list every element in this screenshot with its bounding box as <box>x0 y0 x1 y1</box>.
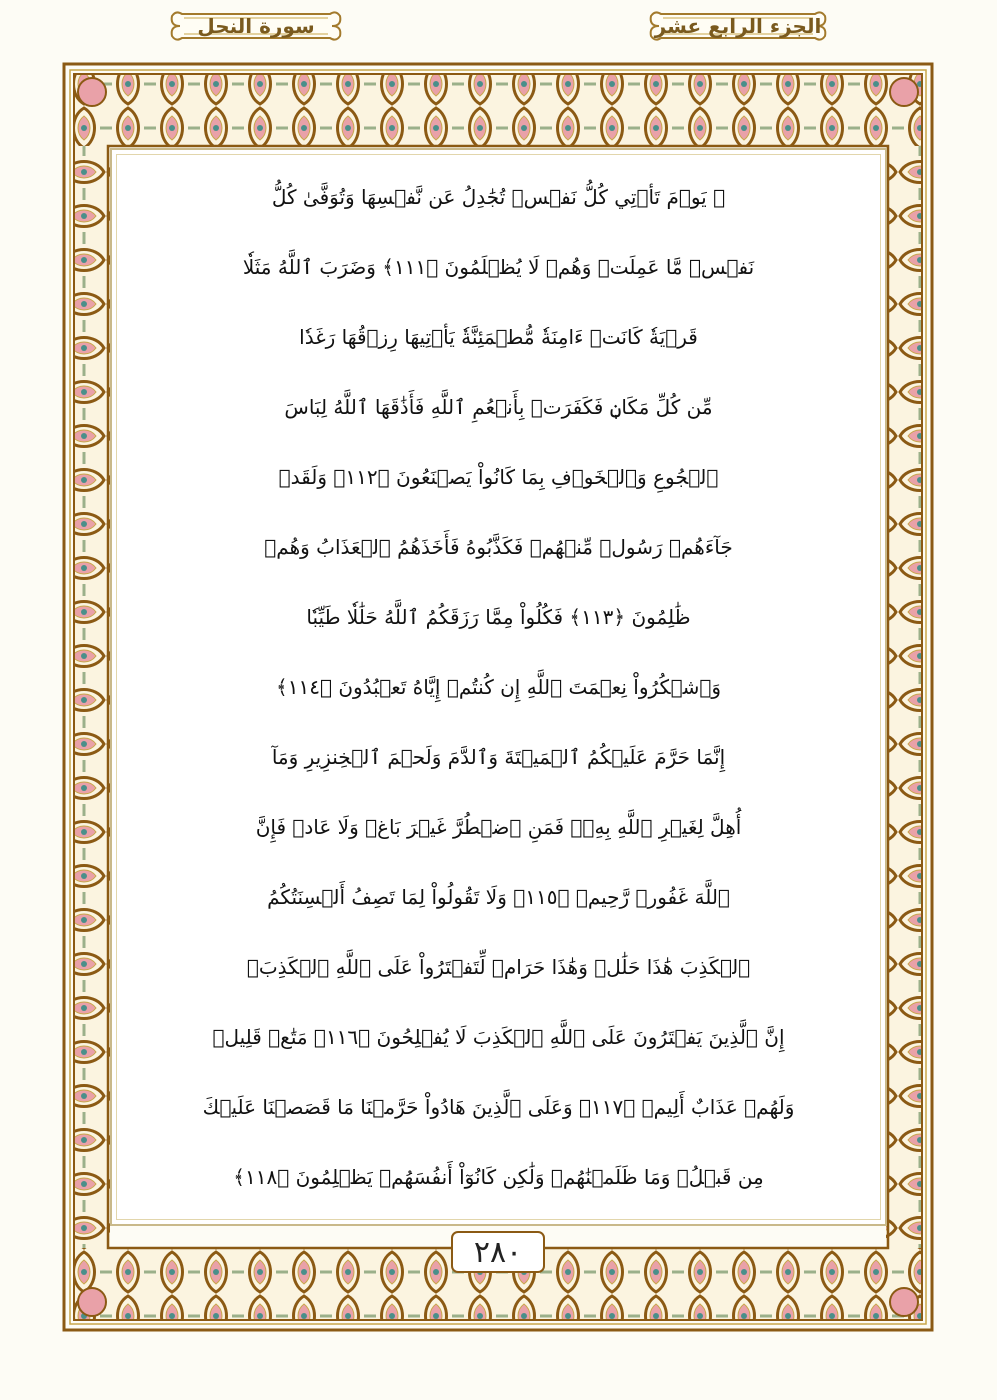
verse-line: وَٱشۡكُرُواْ نِعۡمَتَ ٱللَّهِ إِن كُنتُمۡ إِيَّاهُ تَعۡبُدُونَ ﴿١١٤﴾ <box>276 675 721 699</box>
verse-line: إِنَّ ٱلَّذِينَ يَفۡتَرُونَ عَلَى ٱللَّهِ ٱلۡكَذِبَ لَا يُفۡلِحُونَ ﴿١١٦﴾ مَتَٰعٞ قَلِيلٞ <box>212 1025 785 1049</box>
verse-line: ٱلۡجُوعِ وَٱلۡخَوۡفِ بِمَا كَانُواْ يَصۡنَعُونَ ﴿١١٢﴾ وَلَقَدۡ <box>278 465 719 489</box>
verse-line: إِنَّمَا حَرَّمَ عَلَيۡكُمُ ٱلۡمَيۡتَةَ وَٱلدَّمَ وَلَحۡمَ ٱلۡخِنزِيرِ وَمَآ <box>271 745 726 769</box>
quran-text-panel <box>110 148 887 1226</box>
verse-line: جَآءَهُمۡ رَسُولٞ مِّنۡهُمۡ فَكَذَّبُوهُ فَأَخَذَهُمُ ٱلۡعَذَابُ وَهُمۡ <box>264 535 733 559</box>
juz-name-header <box>645 6 831 46</box>
verse-line: ٱلۡكَذِبَ هَٰذَا حَلَٰلٞ وَهَٰذَا حَرَامٞ لِّتَفۡتَرُواْ عَلَى ٱللَّهِ ٱلۡكَذِبَۚ <box>246 955 751 979</box>
verse-line: وَلَهُمۡ عَذَابٌ أَلِيمٞ ﴿١١٧﴾ وَعَلَى ٱلَّذِينَ هَادُواْ حَرَّمۡنَا مَا قَصَصۡنَا عَلَيۡكَ <box>202 1095 795 1119</box>
verse-line: ظَٰلِمُونَ ﴿١١٣﴾ فَكُلُواْ مِمَّا رَزَقَكُمُ ٱللَّهُ حَلَٰلٗا طَيِّبٗا <box>306 605 691 629</box>
surah-name-text: سورة النحل <box>197 14 315 38</box>
page-number-badge <box>450 1230 546 1274</box>
verse-line: قَرۡيَةٗ كَانَتۡ ءَامِنَةٗ مُّطۡمَئِنَّةٗ يَأۡتِيهَا رِزۡقُهَا رَغَدٗا <box>299 325 698 349</box>
juz-name-text: الجزء الرابع عشر <box>654 14 822 38</box>
verse-line: نَفۡسٖ مَّا عَمِلَتۡ وَهُمۡ لَا يُظۡلَمُونَ ﴿١١١﴾ وَضَرَبَ ٱللَّهُ مَثَلٗا <box>242 255 755 279</box>
surah-name-header <box>166 6 346 46</box>
verse-line: أُهِلَّ لِغَيۡرِ ٱللَّهِ بِهِۦۖ فَمَنِ ٱضۡطُرَّ غَيۡرَ بَاغٖ وَلَا عَادٖ فَإِنَّ <box>255 815 742 839</box>
verse-line: مِن قَبۡلُۖ وَمَا ظَلَمۡنَٰهُمۡ وَلَٰكِن كَانُوٓاْ أَنفُسَهُمۡ يَظۡلِمُونَ ﴿١١٨﴾ <box>233 1165 764 1189</box>
verse-line: ۞ يَوۡمَ تَأۡتِي كُلُّ نَفۡسٖ تُجَٰدِلُ عَن نَّفۡسِهَا وَتُوَفَّىٰ كُلُّ <box>271 185 726 209</box>
page-number-text: ٢٨٠ <box>473 1234 523 1270</box>
verse-line: ٱللَّهَ غَفُورٞ رَّحِيمٞ ﴿١١٥﴾ وَلَا تَقُولُواْ لِمَا تَصِفُ أَلۡسِنَتُكُمُ <box>267 885 730 909</box>
verse-line: مِّن كُلِّ مَكَانٖ فَكَفَرَتۡ بِأَنۡعُمِ ٱللَّهِ فَأَذَٰقَهَا ٱللَّهُ لِبَاسَ <box>284 395 713 419</box>
